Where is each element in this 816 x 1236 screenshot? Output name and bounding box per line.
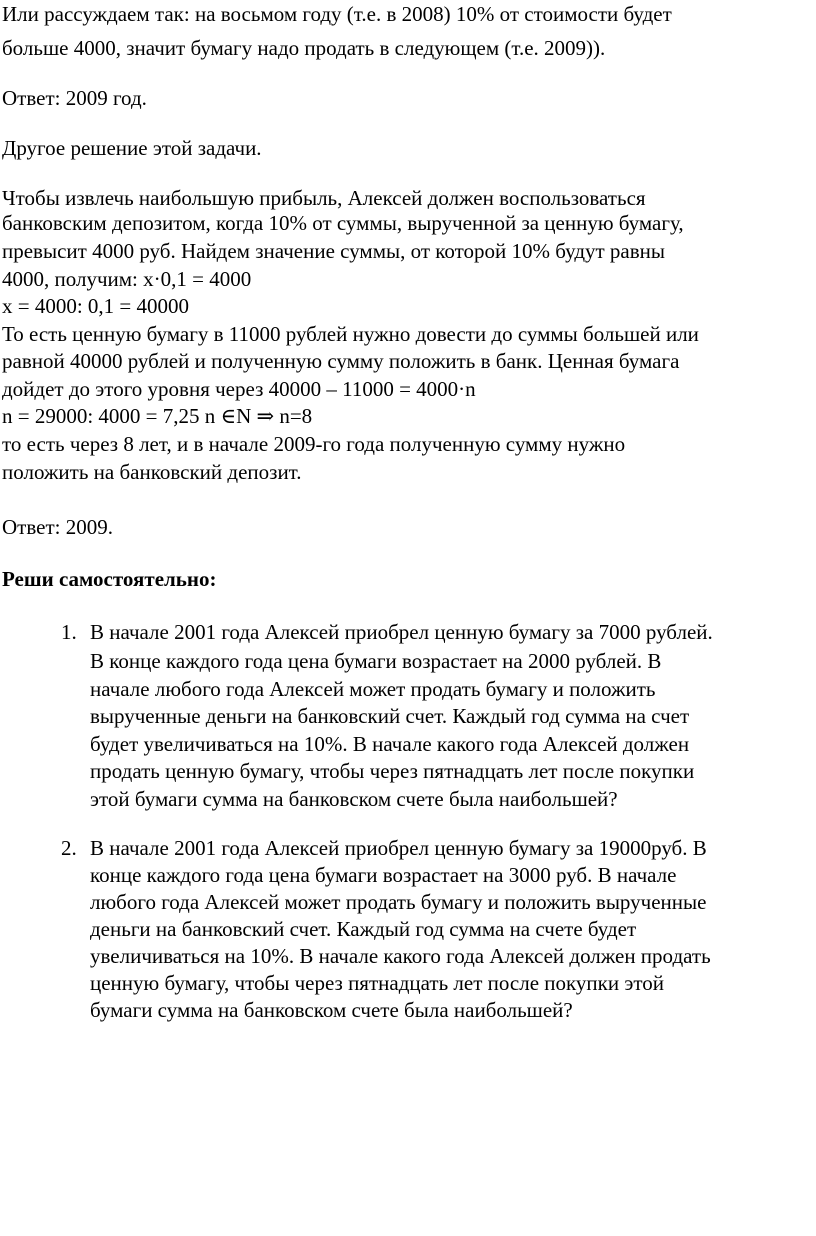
self-study-heading: Реши самостоятельно:: [2, 567, 217, 591]
text-line: дойдет до этого уровня через 40000 – 11000 = 4000·n: [2, 377, 476, 401]
list-item-line: этой бумаги сумма на банковском счете была наибольшей?: [90, 787, 618, 811]
list-item-line: В начале 2001 года Алексей приобрел ценную бумагу за 7000 рублей.: [90, 620, 713, 644]
list-item-line: ценную бумагу, чтобы через пятнадцать лет после покупки этой: [90, 971, 664, 995]
list-item-line: увеличиваться на 10%. В начале какого года Алексей должен продать: [90, 944, 711, 968]
alt-solution-heading: Другое решение этой задачи.: [2, 136, 262, 160]
text-line: превысит 4000 руб. Найдем значение суммы, от которой 10% будут равны: [2, 239, 666, 263]
formula-line: x = 4000: 0,1 = 40000: [2, 294, 190, 318]
list-item-line: начале любого года Алексей может продать бумагу и положить: [90, 677, 656, 701]
list-item-line: вырученные деньги на банковский счет. Каждый год сумма на счет: [90, 704, 690, 728]
list-item-line: конце каждого года цена бумаги возрастает на 3000 руб. В начале: [90, 863, 677, 887]
list-item-number: 2.: [61, 836, 77, 860]
text-line: то есть через 8 лет, и в начале 2009-го года полученную сумму нужно: [2, 432, 626, 456]
list-item-line: В начале 2001 года Алексей приобрел ценную бумагу за 19000руб. В: [90, 836, 707, 860]
text-line: больше 4000, значит бумагу надо продать в следующем (т.е. 2009)).: [2, 36, 606, 60]
formula-line: n = 29000: 4000 = 7,25 n ∈N ⇒ n=8: [2, 404, 313, 428]
text-line: равной 40000 рублей и полученную сумму положить в банк. Ценная бумага: [2, 349, 680, 373]
text-line: банковским депозитом, когда 10% от суммы, вырученной за ценную бумагу,: [2, 211, 684, 235]
text-line: положить на банковский депозит.: [2, 460, 302, 484]
text-line: Или рассуждаем так: на восьмом году (т.е. в 2008) 10% от стоимости будет: [2, 2, 672, 26]
list-item-line: бумаги сумма на банковском счете была наибольшей?: [90, 998, 573, 1022]
list-item-line: деньги на банковский счет. Каждый год сумма на счете будет: [90, 917, 637, 941]
list-item-line: В конце каждого года цена бумаги возрастает на 2000 рублей. В: [90, 649, 662, 673]
answer-line: Ответ: 2009 год.: [2, 86, 147, 110]
list-item-line: будет увеличиваться на 10%. В начале какого года Алексей должен: [90, 732, 690, 756]
text-line: То есть ценную бумагу в 11000 рублей нужно довести до суммы большей или: [2, 322, 699, 346]
list-item-number: 1.: [61, 620, 77, 644]
list-item-line: продать ценную бумагу, чтобы через пятнадцать лет после покупки: [90, 759, 695, 783]
text-line: 4000, получим: x·0,1 = 4000: [2, 267, 252, 291]
text-line: Чтобы извлечь наибольшую прибыль, Алексей должен воспользоваться: [2, 186, 646, 210]
answer-line: Ответ: 2009.: [2, 515, 113, 539]
list-item-line: любого года Алексей может продать бумагу и положить вырученные: [90, 890, 707, 914]
